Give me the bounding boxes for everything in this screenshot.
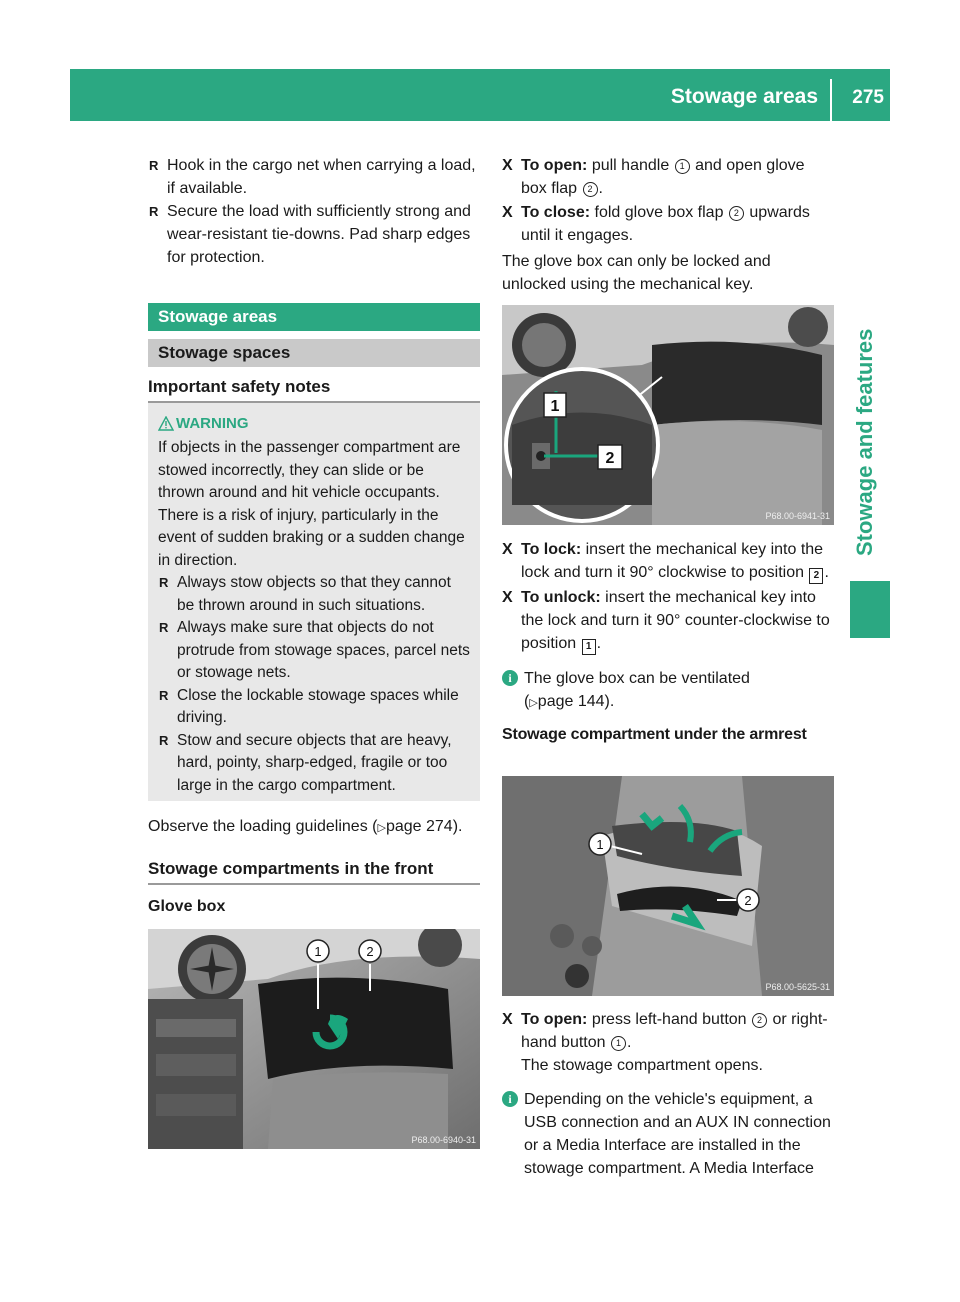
- list-item: X To unlock: insert the mechanical key into the lock and turn it 90° counter-clockwise to position 1 .: [502, 586, 834, 655]
- svg-text:1: 1: [314, 944, 322, 959]
- list-item: R Close the lockable stowage spaces while driving.: [159, 686, 459, 726]
- section-header-stowage-areas: Stowage areas: [148, 303, 480, 331]
- warning-text: If objects in the passenger compartment are stowed incorrectly, they can slide or be thrown around and hit vehicle occupants. There is a risk of injury, particularly in the event of sudden braking or a sudden change in direction.: [158, 439, 465, 569]
- page-ref-triangle-icon: ▷: [377, 822, 386, 834]
- bullet-icon: R: [159, 620, 169, 635]
- list-item: R Secure the load with sufficiently strong and wear-resistant tie-downs. Pad sharp edges for protection.: [148, 200, 480, 269]
- list-item: X To close: fold glove box flap 2 upwards until it engages.: [502, 201, 834, 247]
- bullet-icon: R: [149, 158, 159, 173]
- side-tab-label: Stowage and features: [852, 328, 877, 556]
- list-item: R Hook in the cargo net when carrying a load, if available.: [148, 154, 480, 200]
- lock-instructions: [502, 538, 834, 744]
- bullet-icon: R: [149, 204, 159, 219]
- bullet-icon: R: [159, 732, 169, 748]
- armrest-instructions: [502, 1008, 834, 1180]
- info-media-interface: i Depending on the vehicle's equipment, a USB connection and an AUX IN connection or a Media Interface are installed in the stowage compartment. A Media Interface: [502, 1088, 834, 1180]
- warning-box: [148, 403, 480, 801]
- heading-stowage-front: Stowage compartments in the front: [148, 859, 480, 885]
- warning-title: WARNING: [176, 415, 249, 432]
- heading-important-safety-notes: Important safety notes: [148, 377, 480, 403]
- list-item: X To lock: insert the mechanical key into the lock and turn it 90° clockwise to position 2 .: [502, 538, 834, 584]
- page-number: 275: [852, 87, 884, 108]
- diagram-label: 1: [550, 398, 560, 415]
- intro-bullets: [148, 154, 480, 269]
- page-ref-triangle-icon: ▷: [529, 697, 538, 709]
- svg-text:2: 2: [744, 893, 752, 908]
- image-code: P68.00-5625-31: [765, 982, 830, 992]
- glove-box-image: [148, 929, 480, 1149]
- glove-box-lock-image: [502, 305, 834, 525]
- info-ventilation: i The glove box can be ventilated (▷page 144).: [502, 667, 834, 715]
- arrow-x-icon: X: [502, 1011, 513, 1028]
- heading-glove-box: Glove box: [148, 898, 226, 915]
- info-icon: i: [502, 670, 518, 686]
- side-tab-marker: [850, 581, 890, 638]
- observe-guidelines: Observe the loading guidelines (▷page 274).: [148, 818, 463, 835]
- bullet-icon: R: [159, 687, 169, 703]
- header-title: Stowage areas: [670, 85, 818, 108]
- list-item: R Stow and secure objects that are heavy, hard, pointy, sharp-edged, fragile or too large in the cargo compartment.: [159, 731, 452, 794]
- warning-triangle-icon: [158, 416, 174, 431]
- armrest-image: [502, 776, 834, 996]
- header-separator: [830, 79, 832, 121]
- svg-text:2: 2: [366, 944, 374, 959]
- arrow-x-icon: X: [502, 541, 513, 558]
- image-code: P68.00-6940-31: [411, 1135, 476, 1145]
- list-item: R Always stow objects so that they cannot be thrown around in such situations.: [159, 574, 451, 614]
- section-header-stowage-spaces: Stowage spaces: [148, 339, 480, 367]
- page-ref-link[interactable]: page 144: [537, 693, 605, 710]
- arrow-x-icon: X: [502, 204, 513, 221]
- list-item: R Always make sure that objects do not protrude from stowage spaces, parcel nets or stowage nets.: [159, 619, 470, 681]
- svg-text:1: 1: [596, 837, 604, 852]
- list-item: X To open: press left-hand button 2 or right-hand button 1 . The stowage compartment opens.: [502, 1008, 834, 1077]
- page-ref-link[interactable]: page 274: [385, 818, 453, 835]
- heading-armrest: Stowage compartment under the armrest: [502, 726, 807, 743]
- page-header: [70, 69, 890, 121]
- arrow-x-icon: X: [502, 589, 513, 606]
- info-icon: i: [502, 1091, 518, 1107]
- image-code: P68.00-6941-31: [765, 511, 830, 521]
- lock-note: The glove box can only be locked and unlocked using the mechanical key.: [502, 253, 771, 293]
- arrow-x-icon: X: [502, 157, 513, 174]
- glove-box-instructions: [502, 154, 834, 296]
- bullet-icon: R: [159, 575, 169, 590]
- diagram-label: 2: [605, 450, 615, 467]
- list-item: X To open: pull handle 1 and open glove box flap 2 .: [502, 154, 834, 200]
